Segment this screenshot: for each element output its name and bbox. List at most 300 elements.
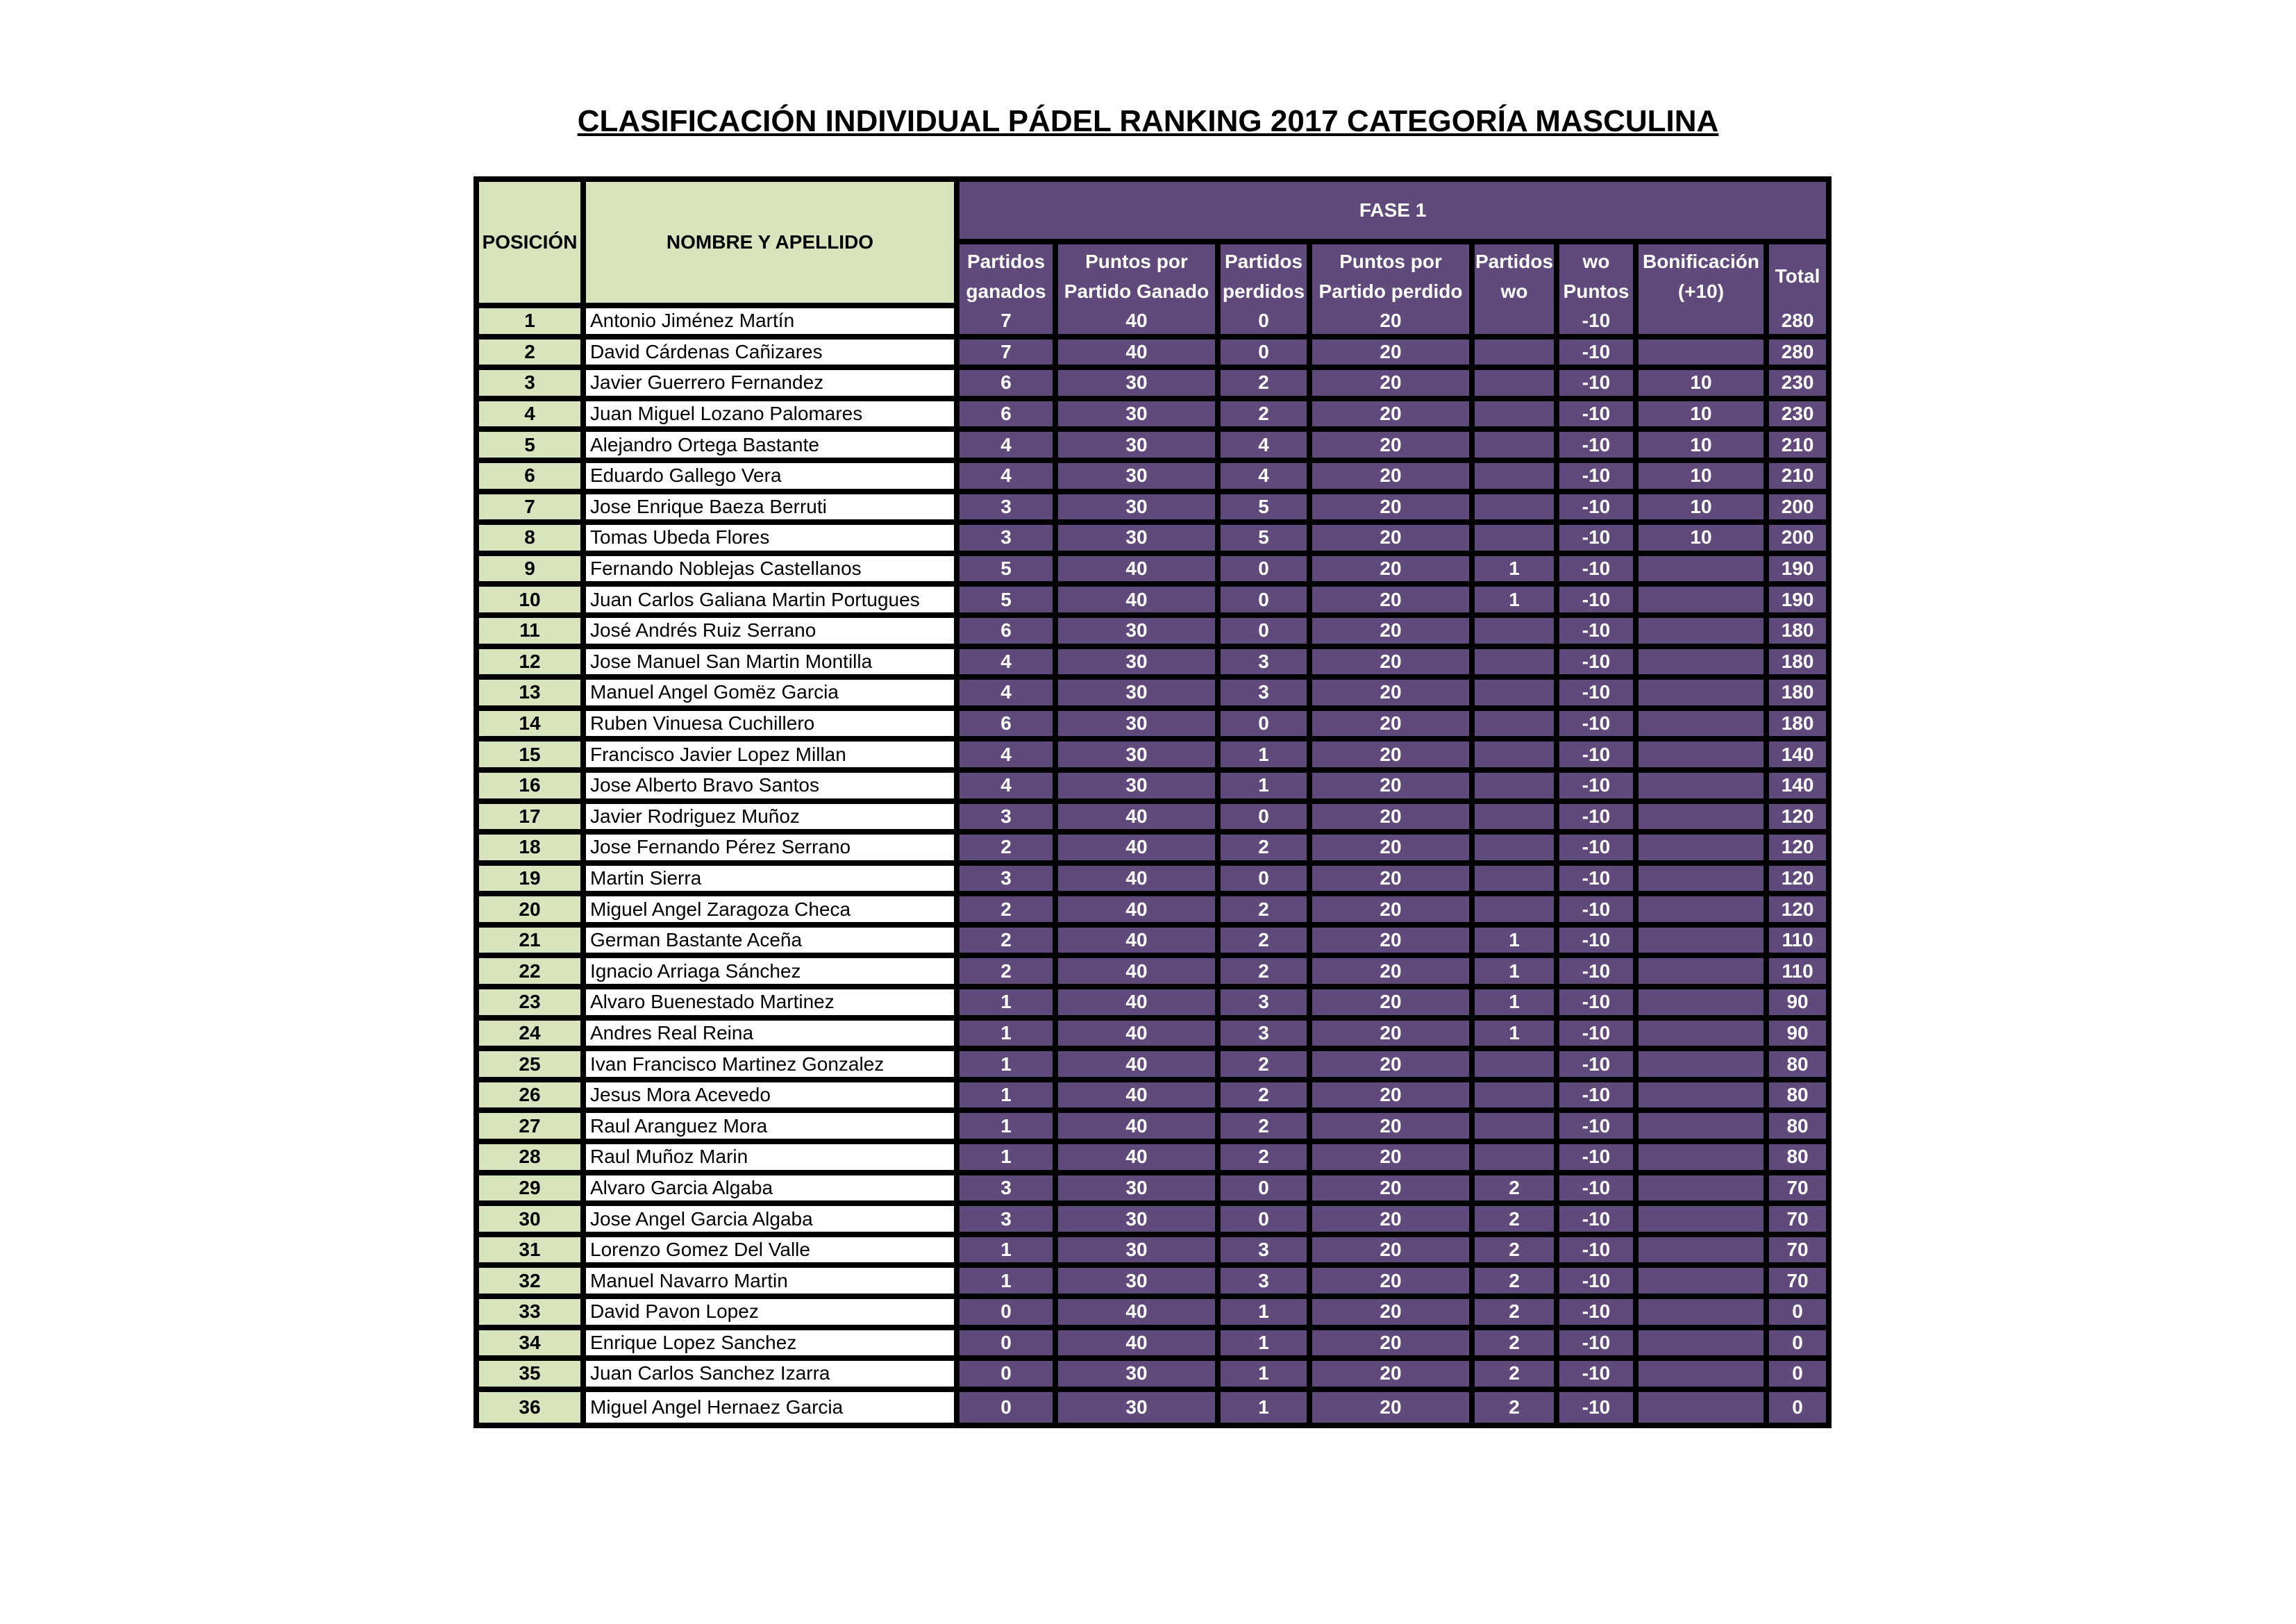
table-row [479,958,1826,989]
total-cell: 120 [1769,866,1826,897]
puntos-ganado-cell: 30 [1058,711,1221,742]
wo-puntos-cell: -10 [1559,989,1639,1021]
partidos-ganados-cell: 6 [960,370,1058,401]
partidos-ganados-cell: 4 [960,649,1058,680]
table-row [479,928,1826,959]
wo-puntos-cell: -10 [1559,1051,1639,1082]
table-row [479,896,1826,928]
player-name-cell: Ivan Francisco Martinez Gonzalez [586,1051,960,1082]
puntos-ganado-cell: 30 [1058,525,1221,556]
puntos-ganado-cell: 30 [1058,618,1221,649]
position-cell: 8 [479,525,586,556]
header-line: Puntos por [1085,250,1188,272]
puntos-perdido-cell: 20 [1312,1051,1475,1082]
partidos-ganados-cell: 5 [960,587,1058,618]
wo-puntos-cell: -10 [1559,1206,1639,1237]
total-cell: 70 [1769,1206,1826,1237]
puntos-perdido-cell: 20 [1312,1299,1475,1330]
header-partidos-perdidos [1221,244,1312,308]
puntos-perdido-cell: 20 [1312,711,1475,742]
wo-puntos-cell: -10 [1559,773,1639,804]
total-cell: 70 [1769,1175,1826,1207]
partidos-perdidos-cell: 0 [1221,587,1312,618]
player-name-cell: Juan Miguel Lozano Palomares [586,401,960,433]
bonificacion-cell [1639,1330,1769,1362]
wo-puntos-cell: -10 [1559,866,1639,897]
wo-puntos-cell: -10 [1559,308,1639,340]
wo-puntos-cell: -10 [1559,680,1639,711]
partidos-wo-cell [1475,742,1559,773]
partidos-wo-cell [1475,370,1559,401]
wo-puntos-cell: -10 [1559,1268,1639,1299]
total-cell: 190 [1769,587,1826,618]
header-line: Total [1775,265,1820,287]
wo-puntos-cell: -10 [1559,340,1639,371]
puntos-ganado-cell: 30 [1058,742,1221,773]
table-row [479,401,1826,433]
partidos-perdidos-cell: 0 [1221,340,1312,371]
total-cell: 120 [1769,835,1826,866]
wo-puntos-cell: -10 [1559,1299,1639,1330]
partidos-wo-cell: 1 [1475,928,1559,959]
partidos-ganados-cell: 2 [960,958,1058,989]
wo-puntos-cell: -10 [1559,649,1639,680]
position-cell: 17 [479,804,586,835]
puntos-ganado-cell: 40 [1058,928,1221,959]
wo-puntos-cell: -10 [1559,370,1639,401]
player-name-cell: Ruben Vinuesa Cuchillero [586,711,960,742]
partidos-perdidos-cell: 4 [1221,463,1312,494]
table-row [479,680,1826,711]
partidos-perdidos-cell: 2 [1221,1113,1312,1144]
table-row [479,804,1826,835]
partidos-perdidos-cell: 2 [1221,370,1312,401]
table-row [479,1082,1826,1114]
total-cell: 0 [1769,1330,1826,1362]
bonificacion-cell [1639,896,1769,928]
position-cell: 2 [479,340,586,371]
partidos-ganados-cell: 3 [960,804,1058,835]
player-name-cell: David Pavon Lopez [586,1299,960,1330]
player-name-cell: Jose Manuel San Martin Montilla [586,649,960,680]
puntos-perdido-cell: 20 [1312,1237,1475,1269]
partidos-perdidos-cell: 2 [1221,1082,1312,1114]
partidos-ganados-cell: 2 [960,896,1058,928]
wo-puntos-cell: -10 [1559,804,1639,835]
partidos-ganados-cell: 0 [960,1330,1058,1362]
puntos-ganado-cell: 40 [1058,1299,1221,1330]
table-row [479,1299,1826,1330]
player-name-cell: Andres Real Reina [586,1021,960,1052]
puntos-perdido-cell: 20 [1312,804,1475,835]
header-line: perdidos [1222,281,1305,302]
bonificacion-cell [1639,680,1769,711]
bonificacion-cell [1639,1237,1769,1269]
partidos-perdidos-cell: 3 [1221,1268,1312,1299]
partidos-perdidos-cell: 2 [1221,835,1312,866]
header-partidos-ganados [960,244,1058,308]
table-row [479,866,1826,897]
table-body [479,308,1826,1423]
position-cell: 10 [479,587,586,618]
partidos-ganados-cell: 0 [960,1392,1058,1423]
partidos-ganados-cell: 6 [960,711,1058,742]
player-name-cell: Ignacio Arriaga Sánchez [586,958,960,989]
position-cell: 15 [479,742,586,773]
wo-puntos-cell: -10 [1559,556,1639,587]
puntos-perdido-cell: 20 [1312,742,1475,773]
table-row [479,1113,1826,1144]
table-row [479,649,1826,680]
table-row [479,1392,1826,1423]
position-cell: 7 [479,494,586,526]
table-row [479,1237,1826,1269]
bonificacion-cell [1639,928,1769,959]
partidos-ganados-cell: 2 [960,835,1058,866]
total-cell: 90 [1769,989,1826,1021]
position-cell: 27 [479,1113,586,1144]
position-cell: 31 [479,1237,586,1269]
position-cell: 34 [479,1330,586,1362]
total-cell: 110 [1769,928,1826,959]
position-cell: 24 [479,1021,586,1052]
puntos-ganado-cell: 30 [1058,680,1221,711]
position-cell: 1 [479,308,586,340]
position-cell: 26 [479,1082,586,1114]
bonificacion-cell: 10 [1639,463,1769,494]
partidos-perdidos-cell: 0 [1221,308,1312,340]
table-row [479,308,1826,340]
player-name-cell: Manuel Navarro Martin [586,1268,960,1299]
bonificacion-cell [1639,1361,1769,1392]
puntos-perdido-cell: 20 [1312,1268,1475,1299]
wo-puntos-cell: -10 [1559,1392,1639,1423]
bonificacion-cell [1639,1021,1769,1052]
position-cell: 14 [479,711,586,742]
puntos-ganado-cell: 40 [1058,1051,1221,1082]
ranking-table [474,176,1832,1428]
puntos-ganado-cell: 30 [1058,432,1221,463]
total-cell: 110 [1769,958,1826,989]
puntos-ganado-cell: 40 [1058,835,1221,866]
bonificacion-cell [1639,866,1769,897]
bonificacion-cell [1639,711,1769,742]
partidos-wo-cell [1475,835,1559,866]
puntos-ganado-cell: 30 [1058,1392,1221,1423]
total-cell: 210 [1769,463,1826,494]
partidos-wo-cell: 1 [1475,556,1559,587]
puntos-perdido-cell: 20 [1312,958,1475,989]
puntos-ganado-cell: 40 [1058,340,1221,371]
partidos-perdidos-cell: 0 [1221,866,1312,897]
position-cell: 3 [479,370,586,401]
bonificacion-cell [1639,804,1769,835]
player-name-cell: Tomas Ubeda Flores [586,525,960,556]
bonificacion-cell [1639,556,1769,587]
puntos-perdido-cell: 20 [1312,1021,1475,1052]
total-cell: 0 [1769,1392,1826,1423]
partidos-perdidos-cell: 2 [1221,1051,1312,1082]
puntos-ganado-cell: 40 [1058,1144,1221,1175]
puntos-perdido-cell: 20 [1312,773,1475,804]
puntos-ganado-cell: 30 [1058,1206,1221,1237]
partidos-perdidos-cell: 1 [1221,742,1312,773]
bonificacion-cell [1639,1175,1769,1207]
wo-puntos-cell: -10 [1559,1021,1639,1052]
puntos-perdido-cell: 20 [1312,835,1475,866]
player-name-cell: Javier Guerrero Fernandez [586,370,960,401]
wo-puntos-cell: -10 [1559,928,1639,959]
partidos-perdidos-cell: 1 [1221,1361,1312,1392]
total-cell: 0 [1769,1299,1826,1330]
table-row [479,432,1826,463]
partidos-ganados-cell: 0 [960,1361,1058,1392]
bonificacion-cell: 10 [1639,432,1769,463]
table-row [479,1051,1826,1082]
partidos-wo-cell: 2 [1475,1392,1559,1423]
partidos-perdidos-cell: 2 [1221,928,1312,959]
total-cell: 80 [1769,1113,1826,1144]
partidos-wo-cell [1475,463,1559,494]
puntos-perdido-cell: 20 [1312,1113,1475,1144]
bonificacion-cell [1639,308,1769,340]
header-line: Partidos [1224,250,1303,272]
position-cell: 23 [479,989,586,1021]
wo-puntos-cell: -10 [1559,1330,1639,1362]
total-cell: 80 [1769,1051,1826,1082]
puntos-ganado-cell: 30 [1058,494,1221,526]
wo-puntos-cell: -10 [1559,1175,1639,1207]
partidos-ganados-cell: 6 [960,618,1058,649]
bonificacion-cell [1639,1144,1769,1175]
player-name-cell: David Cárdenas Cañizares [586,340,960,371]
partidos-perdidos-cell: 3 [1221,989,1312,1021]
position-cell: 6 [479,463,586,494]
partidos-perdidos-cell: 1 [1221,773,1312,804]
partidos-perdidos-cell: 3 [1221,1237,1312,1269]
partidos-perdidos-cell: 0 [1221,1206,1312,1237]
partidos-wo-cell: 1 [1475,587,1559,618]
partidos-perdidos-cell: 2 [1221,958,1312,989]
puntos-perdido-cell: 20 [1312,463,1475,494]
wo-puntos-cell: -10 [1559,463,1639,494]
header-partidos-wo [1475,244,1559,308]
partidos-perdidos-cell: 1 [1221,1299,1312,1330]
partidos-ganados-cell: 4 [960,463,1058,494]
partidos-ganados-cell: 3 [960,1175,1058,1207]
puntos-ganado-cell: 30 [1058,649,1221,680]
header-total [1769,244,1826,308]
position-cell: 21 [479,928,586,959]
wo-puntos-cell: -10 [1559,1113,1639,1144]
player-name-cell: Miguel Angel Hernaez Garcia [586,1392,960,1423]
bonificacion-cell [1639,1299,1769,1330]
table-row [479,773,1826,804]
total-cell: 180 [1769,711,1826,742]
total-cell: 230 [1769,401,1826,433]
bonificacion-cell [1639,835,1769,866]
player-name-cell: Francisco Javier Lopez Millan [586,742,960,773]
position-cell: 20 [479,896,586,928]
total-cell: 210 [1769,432,1826,463]
partidos-perdidos-cell: 3 [1221,649,1312,680]
partidos-ganados-cell: 1 [960,1021,1058,1052]
partidos-ganados-cell: 5 [960,556,1058,587]
puntos-perdido-cell: 20 [1312,494,1475,526]
partidos-ganados-cell: 3 [960,866,1058,897]
puntos-perdido-cell: 20 [1312,866,1475,897]
puntos-ganado-cell: 40 [1058,1082,1221,1114]
puntos-ganado-cell: 40 [1058,1330,1221,1362]
partidos-perdidos-cell: 3 [1221,680,1312,711]
partidos-perdidos-cell: 0 [1221,618,1312,649]
position-cell: 33 [479,1299,586,1330]
player-name-cell: Alvaro Garcia Algaba [586,1175,960,1207]
puntos-ganado-cell: 30 [1058,1237,1221,1269]
partidos-wo-cell [1475,680,1559,711]
wo-puntos-cell: -10 [1559,1144,1639,1175]
wo-puntos-cell: -10 [1559,618,1639,649]
table-row [479,587,1826,618]
position-cell: 18 [479,835,586,866]
player-name-cell: Jose Angel Garcia Algaba [586,1206,960,1237]
partidos-perdidos-cell: 0 [1221,804,1312,835]
total-cell: 180 [1769,618,1826,649]
player-name-cell: Antonio Jiménez Martín [586,308,960,340]
table-row [479,463,1826,494]
wo-puntos-cell: -10 [1559,587,1639,618]
puntos-ganado-cell: 40 [1058,866,1221,897]
player-name-cell: Jesus Mora Acevedo [586,1082,960,1114]
total-cell: 140 [1769,742,1826,773]
total-cell: 200 [1769,494,1826,526]
partidos-wo-cell [1475,340,1559,371]
header-line: Puntos por [1339,250,1442,272]
position-cell: 36 [479,1392,586,1423]
puntos-ganado-cell: 40 [1058,556,1221,587]
header-wo-puntos [1559,244,1639,308]
header-line: wo [1500,281,1528,302]
partidos-ganados-cell: 0 [960,1299,1058,1330]
wo-puntos-cell: -10 [1559,711,1639,742]
puntos-ganado-cell: 40 [1058,308,1221,340]
puntos-ganado-cell: 30 [1058,1268,1221,1299]
position-cell: 16 [479,773,586,804]
partidos-wo-cell [1475,1113,1559,1144]
position-cell: 35 [479,1361,586,1392]
partidos-ganados-cell: 3 [960,525,1058,556]
bonificacion-cell [1639,649,1769,680]
bonificacion-cell: 10 [1639,494,1769,526]
total-cell: 70 [1769,1237,1826,1269]
bonificacion-cell [1639,340,1769,371]
page-title: CLASIFICACIÓN INDIVIDUAL PÁDEL RANKING 2017 CATEGORÍA MASCULINA [577,104,1719,138]
partidos-wo-cell: 1 [1475,989,1559,1021]
bonificacion-cell [1639,1113,1769,1144]
puntos-perdido-cell: 20 [1312,928,1475,959]
partidos-wo-cell [1475,866,1559,897]
partidos-wo-cell [1475,711,1559,742]
table-row [479,1361,1826,1392]
partidos-ganados-cell: 1 [960,1113,1058,1144]
position-cell: 11 [479,618,586,649]
total-cell: 280 [1769,308,1826,340]
puntos-perdido-cell: 20 [1312,1175,1475,1207]
table-row [479,835,1826,866]
partidos-wo-cell [1475,649,1559,680]
header-line: Partidos [1475,250,1554,272]
total-cell: 200 [1769,525,1826,556]
header-line: Bonificación [1642,250,1759,272]
wo-puntos-cell: -10 [1559,1361,1639,1392]
total-cell: 190 [1769,556,1826,587]
wo-puntos-cell: -10 [1559,835,1639,866]
header-bonificacion [1639,244,1769,308]
header-posicion: POSICIÓN [479,182,586,308]
puntos-perdido-cell: 20 [1312,340,1475,371]
puntos-perdido-cell: 20 [1312,1392,1475,1423]
puntos-ganado-cell: 40 [1058,804,1221,835]
bonificacion-cell: 10 [1639,525,1769,556]
partidos-ganados-cell: 4 [960,680,1058,711]
puntos-ganado-cell: 30 [1058,401,1221,433]
puntos-perdido-cell: 20 [1312,1144,1475,1175]
partidos-perdidos-cell: 1 [1221,1392,1312,1423]
header-fase: FASE 1 [960,182,1826,244]
partidos-perdidos-cell: 4 [1221,432,1312,463]
total-cell: 230 [1769,370,1826,401]
position-cell: 19 [479,866,586,897]
partidos-ganados-cell: 4 [960,742,1058,773]
header-line: ganados [966,281,1046,302]
puntos-perdido-cell: 20 [1312,432,1475,463]
puntos-perdido-cell: 20 [1312,587,1475,618]
puntos-ganado-cell: 30 [1058,463,1221,494]
position-cell: 28 [479,1144,586,1175]
partidos-ganados-cell: 4 [960,773,1058,804]
total-cell: 80 [1769,1082,1826,1114]
player-name-cell: Jose Alberto Bravo Santos [586,773,960,804]
puntos-perdido-cell: 20 [1312,989,1475,1021]
bonificacion-cell [1639,587,1769,618]
wo-puntos-cell: -10 [1559,494,1639,526]
position-cell: 22 [479,958,586,989]
puntos-perdido-cell: 20 [1312,649,1475,680]
player-name-cell: Raul Muñoz Marin [586,1144,960,1175]
table-row [479,989,1826,1021]
puntos-ganado-cell: 40 [1058,896,1221,928]
partidos-perdidos-cell: 2 [1221,401,1312,433]
player-name-cell: Martin Sierra [586,866,960,897]
total-cell: 140 [1769,773,1826,804]
player-name-cell: Alvaro Buenestado Martinez [586,989,960,1021]
puntos-perdido-cell: 20 [1312,1330,1475,1362]
player-name-cell: Raul Aranguez Mora [586,1113,960,1144]
table-row [479,1021,1826,1052]
position-cell: 29 [479,1175,586,1207]
partidos-wo-cell: 2 [1475,1299,1559,1330]
partidos-wo-cell: 2 [1475,1268,1559,1299]
partidos-wo-cell: 2 [1475,1330,1559,1362]
player-name-cell: Javier Rodriguez Muñoz [586,804,960,835]
puntos-ganado-cell: 40 [1058,1113,1221,1144]
bonificacion-cell [1639,1206,1769,1237]
wo-puntos-cell: -10 [1559,958,1639,989]
puntos-perdido-cell: 20 [1312,1082,1475,1114]
partidos-ganados-cell: 1 [960,1144,1058,1175]
bonificacion-cell [1639,1082,1769,1114]
puntos-perdido-cell: 20 [1312,308,1475,340]
